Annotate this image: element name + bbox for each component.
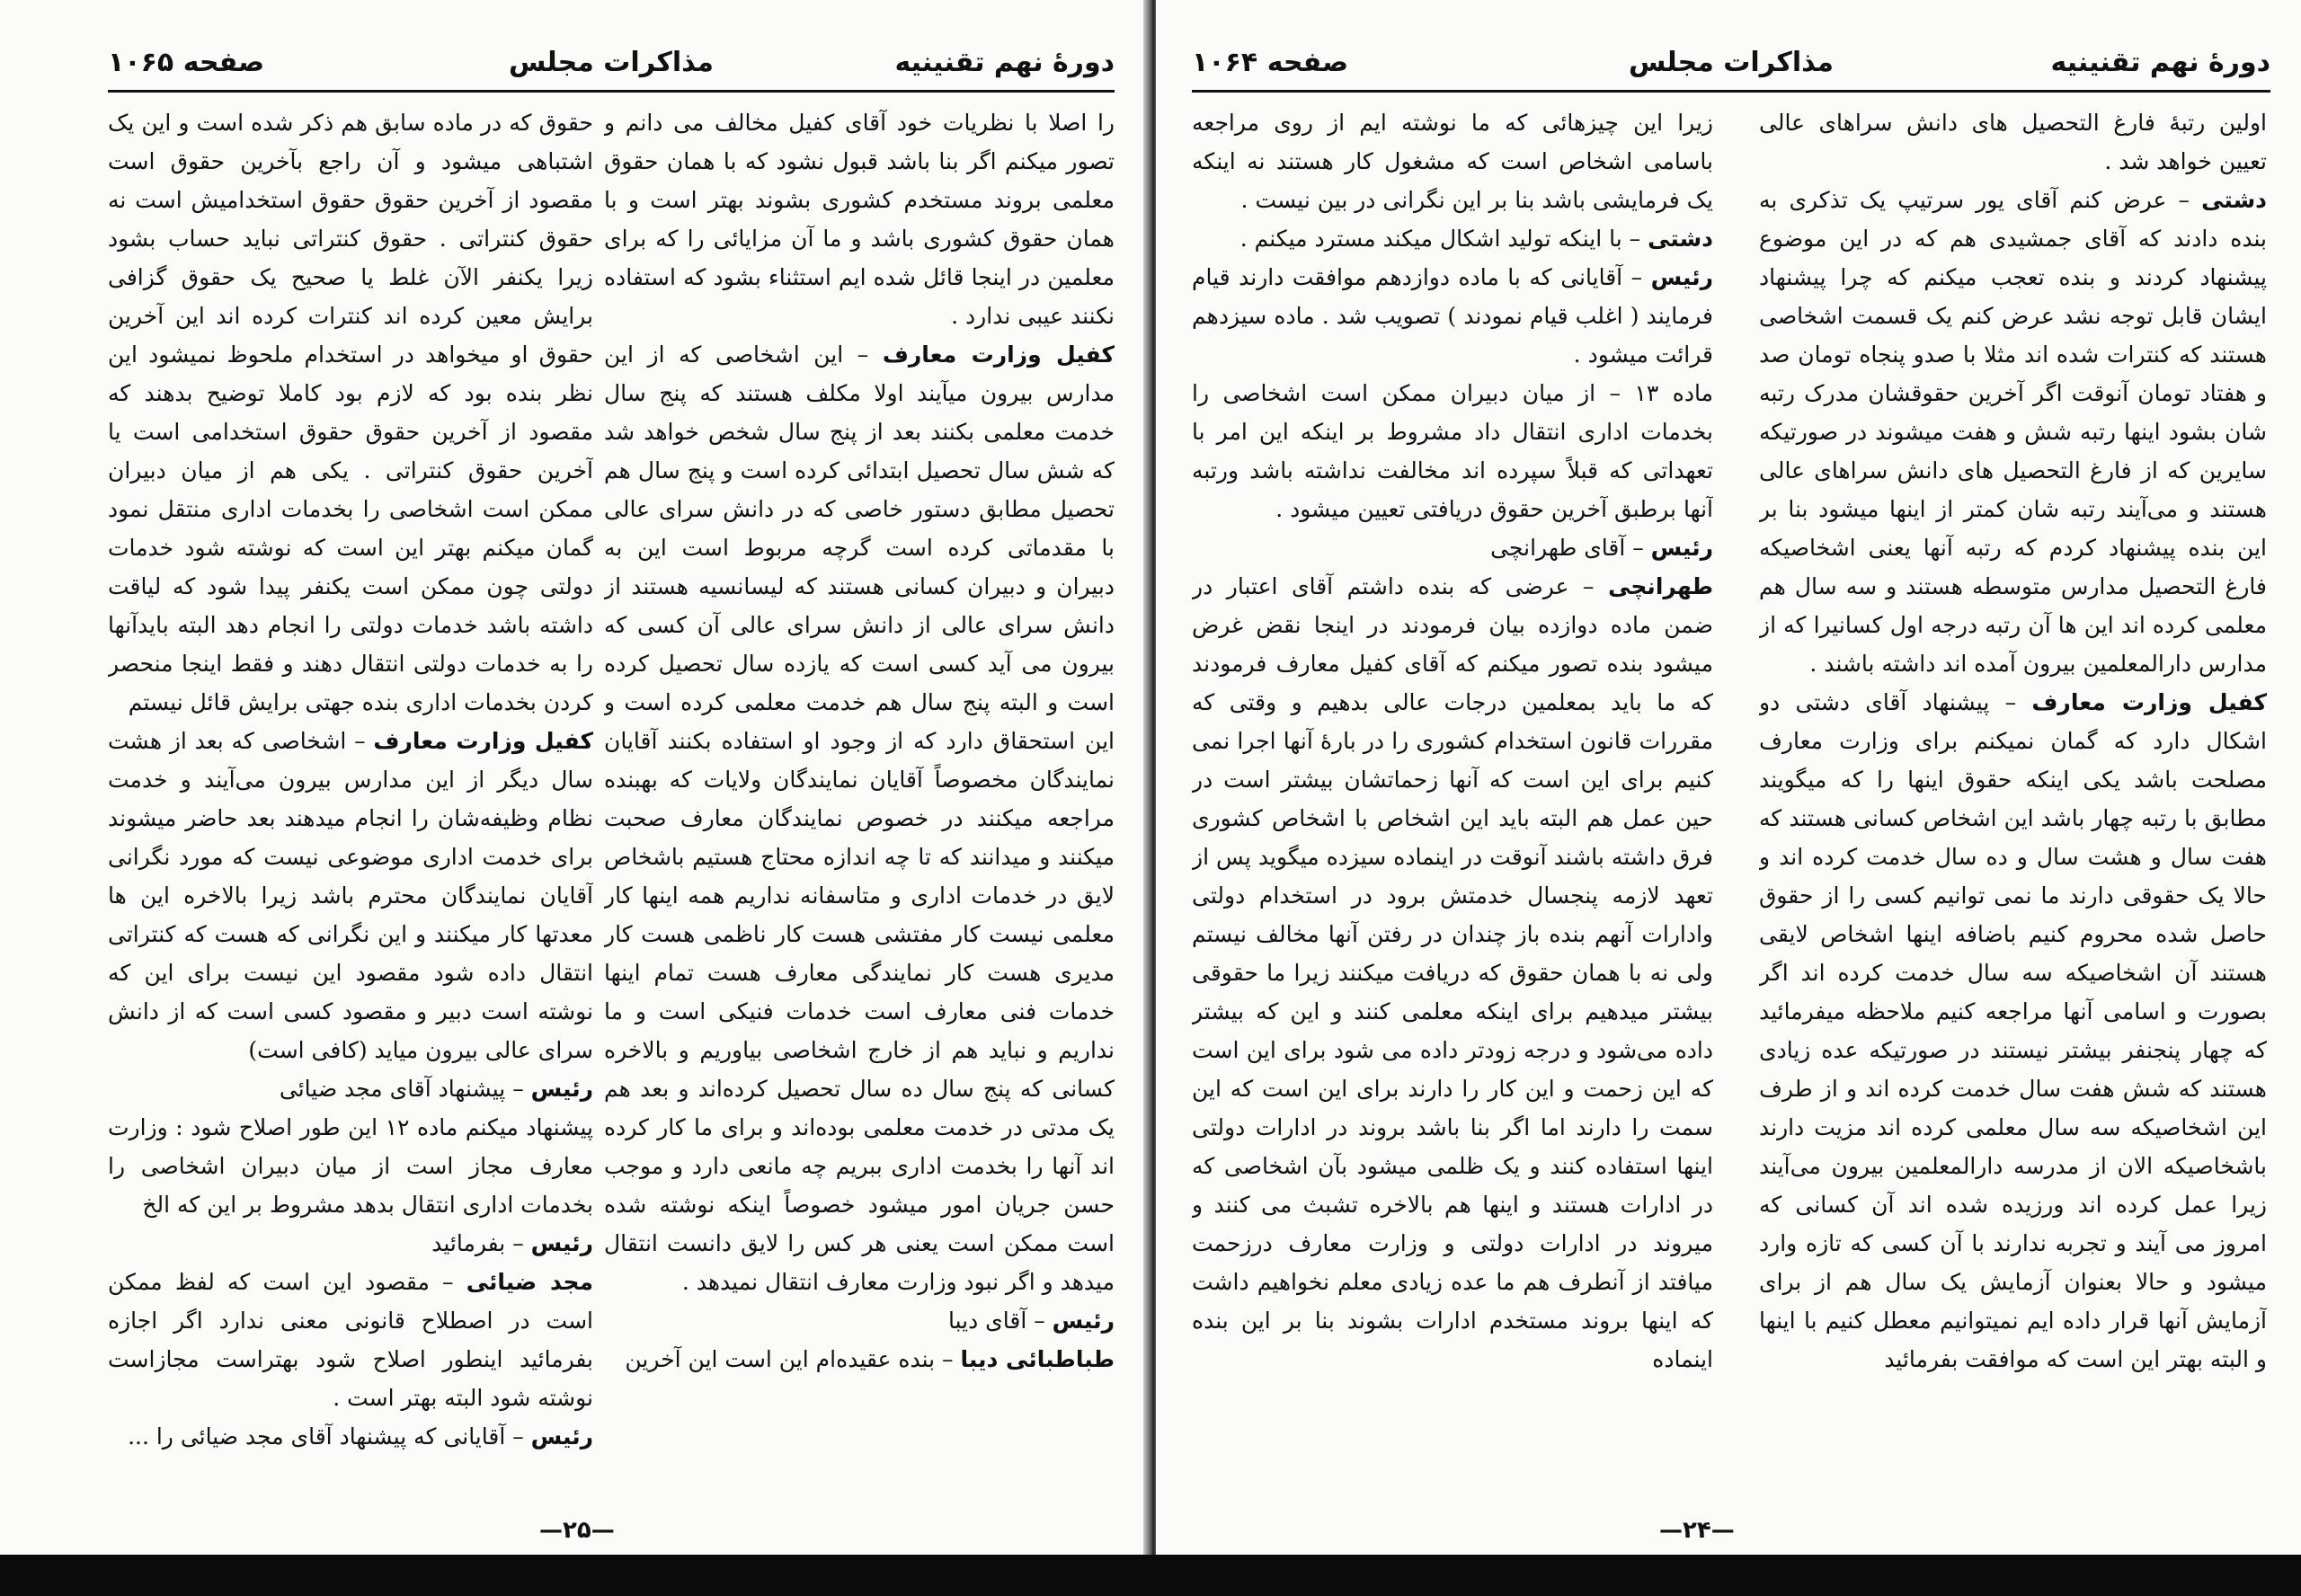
speaker-name: دشتی [2201, 187, 2267, 213]
right-page [1156, 0, 2301, 1555]
header-page-number: صفحه ۱۰۶۵ [108, 47, 265, 78]
left-page [0, 0, 1149, 1555]
text-column-right [604, 103, 1115, 1523]
paragraph-text: – بنده عقیده‌ام این است این آخرین [625, 1346, 961, 1372]
paragraph [108, 1069, 593, 1108]
paragraph [108, 1417, 593, 1456]
header-title: مذاکرات مجلس [1628, 47, 1835, 78]
text-column-left [108, 103, 593, 1523]
paragraph [1192, 567, 1713, 1379]
paragraph-text: – آقایانی که با ماده دوازدهم موافقت دارند قیام فرمایند ( اغلب قیام نمودند ) تصویب شد . ماده سیزدهم قرائت میشود . [1192, 264, 1713, 368]
paragraph [108, 722, 593, 1069]
header-page-number: صفحه ۱۰۶۴ [1192, 47, 1349, 78]
page-folio: —۲۵— [539, 1517, 615, 1544]
page-header [1192, 47, 2270, 93]
text-column-right [1759, 103, 2267, 1523]
speaker-name: طهرانچی [1608, 573, 1713, 599]
paragraph-text: را اصلا با نظریات خود آقای کفیل مخالف می دانم و تصور میکنم اگر بنا باشد قبول نشود که با همان حقوق معلمی بروند مستخدم کشوری بشوند بهتر است و با همان حقوق کشوری باشد و ما آن مزایائی را که برای معلمین در اینجا قائل شده ایم استثناء بشود که استفاده نکنند عیبی ندارد . [604, 110, 1115, 329]
paragraph-text: حقوق که در ماده سابق هم ذکر شده است و این یک اشتباهی میشود و آن راجع بآخرین حقوق است مقصود از آخرین حقوق حقوق استخدامیش است نه حقوق کنتراتی . حقوق کنتراتی نباید حساب بشود زیرا یکنفر الآن غلط یا صحیح یک حقوق گزافی برایش معین کرده اند کنترات کرده اند این آخرین حقوق او میخواهد در استخدام ملحوظ نمیشود این نظر بنده بود که لازم بود کاملا توضیح بدهند که مقصود از آخرین حقوق حقوق استخدامی است یا آخرین حقوق کنتراتی . یکی هم از میان دبیران ممکن است اشخاصی را بخدمات اداری منتقل نمود گمان میکنم بهتر این است که نوشته شود خدمات دولتی چون ممکن است یکنفر پیدا شود که لیاقت داشته باشد خدمات دولتی را انجام دهد البته بایدآنها را به خدمات دولتی انتقال دهند و فقط اینجا منحصر کردن بخدمات اداری بنده جهتی برایش قائل نیستم [108, 110, 593, 715]
paragraph-text: – آقایانی که پیشنهاد آقای مجد ضیائی را ... [128, 1423, 531, 1450]
paragraph [108, 1224, 593, 1263]
header-title: مذاکرات مجلس [508, 47, 715, 78]
header-volume: دورهٔ نهم تقنینیه [894, 47, 1115, 78]
header-volume: دورهٔ نهم تقنینیه [2050, 47, 2270, 78]
paragraph-text: – این اشخاصی که از این مدارس بیرون میآیند اولا مکلف هستند که پنج سال خدمت معلمی بکنند بعد از پنج سال شخص خواهد شد که شش سال تحصیل ابتدائی کرده است و پنج سال هم تحصیل مطابق دستور خاصی که در دانش سرای عالی با مقدماتی کرده است گرچه مربوط است این به دبیران و دبیران کسانی هستند که لیسانسیه هستند از دانش سرای عالی از دانش سرای عالی آن کسی که بیرون می آید کسی است که یازده سال تحصیل کرده است و البته پنج سال هم خدمت معلمی کرده است و این استحقاق دارد که از وجود او استفاده بکنند آقایان نمایندگان مخصوصاً آقایان نمایندگان ولایات که بهبنده مراجعه میکنند در خصوص نمایندگان معارف صحبت میکنند و میدانند که تا چه اندازه محتاج هستیم باشخاص لایق در خدمات اداری و متاسفانه نداریم همه اینها کار معلمی نیست کار مفتشی هست کار ناظمی هست کار مدیری هست کار نمایندگی معارف هست تمام اینها خدمات فنی معارف است خدمات فنیکی است و ما نداریم و نباید هم از خارج اشخاصی بیاوریم و بالاخره کسانی که پنج سال ده سال تحصیل کرده‌اند و بعد هم یک مدتی در خدمت معلمی بوده‌اند و برای ما کار کرده اند آنها را بخدمت اداری ببریم چه مانعی دارد و موجب حسن جریان امور میشود خصوصاً اینکه نوشته شده است ممکن است یعنی هر کس را لایق دانست انتقال میدهد و اگر نبود وزارت معارف انتقال نمیدهد . [604, 341, 1115, 1295]
speaker-name: کفیل وزارت معارف [882, 341, 1115, 368]
paragraph-text: – آقای دیبا [947, 1308, 1053, 1334]
paragraph [604, 103, 1115, 335]
paragraph [604, 335, 1115, 1301]
text-column-left [1192, 103, 1713, 1523]
paragraph-text: ماده ۱۳ – از میان دبیران ممکن است اشخاصی را بخدمات اداری انتقال داد مشروط بر اینکه این امر با تعهداتی که قبلاً سپرده اند مخالفت نداشته باشد ورتبه آنها برطبق آخرین حقوق دریافتی تعیین میشود . [1192, 380, 1713, 522]
paragraph-text: اولین رتبهٔ فارغ التحصیل های دانش سراهای عالی تعیین خواهد شد . [1759, 110, 2267, 174]
paragraph-text: – عرضی که بنده داشتم آقای اعتبار در ضمن ماده دوازده بیان فرمودند در اینجا نقض غرض میشود بنده تصور میکنم که آقای کفیل معارف فرمودند که ما باید بمعلمین درجات عالی بدهیم و وقتی که مقررات قانون استخدام کشوری را در بارهٔ آنها اجرا نمی کنیم برای این است که آنها زحماتشان بیشتر است در حین عمل هم البته باید این اشخاص با اشخاص کشوری فرق داشته باشند آنوقت در اینماده سیزده میگوید پس از تعهد لازمه پنجسال خدمتش برود در استخدام دولتی وادارات آنهم بنده باز چندان در رفتن آنها مخالف نیستم ولی نه با همان حقوق که دریافت میکنند زیرا ما حقوقی بیشتر میدهیم برای اینکه معلمی کنند و این که بیشتر داده می‌شود و درجه زودتر داده می شود برای این است که این زحمت و این کار را دارند برای این است که این سمت را دارند اما اگر بنا باشد بروند در ادارات دولتی اینها استفاده کنند و یک ظلمی میشود بآن اشخاصی که در ادارات هستند و اینها هم بالاخره تشبث می کنند و میروند در ادارات دولتی و وزارت معارف درزحمت میافتد از آنطرف هم ما عده زیادی معلم نخواهیم داشت که اینها بروند مستخدم ادارات بشوند بنا بر این بنده اینماده [1192, 573, 1713, 1372]
speaker-name: رئیس [1650, 264, 1713, 290]
speaker-name: رئیس [530, 1076, 593, 1102]
speaker-name: کفیل وزارت معارف [373, 728, 593, 754]
paragraph-text: پیشنهاد میکنم ماده ۱۲ این طور اصلاح شود : وزارت معارف مجاز است از میان دبیران اشخاصی را بخدمات اداری انتقال بدهد مشروط بر این که الخ [108, 1114, 593, 1218]
paragraph [1192, 258, 1713, 374]
paragraph [604, 1340, 1115, 1379]
paragraph-text: – مقصود این است که لفظ ممکن است در اصطلاح قانونی معنی ندارد اگر اجازه بفرمائید اینطور اصلاح شود بهتراست مجازاست نوشته شود البته بهتر است . [108, 1269, 593, 1411]
header-rule [108, 90, 1115, 93]
header-rule [1192, 90, 2270, 93]
speaker-name: مجد ضیائی [466, 1269, 593, 1295]
page-folio: —۲۴— [1659, 1517, 1735, 1544]
paragraph [1759, 683, 2267, 1379]
paragraph-text: – اشخاصی که بعد از هشت سال دیگر از این مدارس بیرون می‌آیند و خدمت نظام وظیفه‌شان را انجام میدهند بعد حاضر میشوند برای خدمت اداری موضوعی نیست که مورد نگرانی آقایان نمایندگان محترم باشد زیرا بالاخره این ها معدتها کار میکنند و این نگرانی که هست که کنتراتی انتقال داده شود مقصود این نیست برای این که نوشته است دبیر و مقصود کسی است که از دانش سرای عالی بیرون میاید (کافی است) [108, 728, 593, 1063]
paragraph [1192, 219, 1713, 258]
paragraph-text: – عرض کنم آقای یور سرتیپ یک تذکری به بنده دادند که آقای جمشیدی هم که در این موضوع پیشنهاد کردند و بنده تعجب میکنم که چرا پیشنهاد ایشان قابل توجه نشد عرض کنم یک قسمت اشخاصی هستند که کنترات شده اند مثلا با صدو پنجاه تومان صد و هفتاد تومان آنوقت اگر آخرین حقوقشان مدرک رتبه شان بشود اینها رتبه شش و هفت میشوند در صورتیکه سایرین که از فارغ التحصیل های دانش سراهای عالی هستند و می‌آیند رتبه شان کمتر از اینها میشود بنا بر این بنده پیشنهاد کردم که رتبه آنها یعنی اشخاصیکه فارغ التحصیل مدارس متوسطه هستند و سه سال هم معلمی کرده اند این ها آن رتبه درجه اول کسانیرا که از مدارس دارالمعلمین بیرون آمده اند داشته باشند . [1759, 187, 2267, 677]
paragraph [1759, 103, 2267, 181]
paragraph-text: – پیشنهاد آقای دشتی دو اشکال دارد که گمان نمیکنم برای وزارت معارف مصلحت باشد یکی اینکه حقوق اینها را که میگویند مطابق با رتبه چهار باشد این اشخاص کسانی هستند که هفت سال و هشت سال و ده سال خدمت کرده اند و حالا یک حقوقی دارند ما نمی توانیم کسی را از حقوق حاصل شده محروم کنیم باضافه اینها اشخاص لایقی هستند آن اشخاصیکه سه سال خدمت کرده اند اگر بصورت و اسامی آنها مراجعه کنیم ملاحظه میفرمائید که چهار پنجنفر بیشتر نیستند در صورتیکه عده زیادی هستند که شش هفت سال خدمت کرده اند و از طرف این اشخاصیکه سه سال معلمی کرده اند مزیت دارند باشخاصیکه الان از مدرسه دارالمعلمین بیرون می‌آیند زیرا عمل کرده اند ورزیده شده اند آن کسانی که امروز می آیند و تجربه ندارند با آن کسی که تازه وارد میشود و حالا بعنوان آزمایش یک سال هم از برای آزمایش آنها قرار داده ایم نمیتوانیم معطل کنیم با اینها و البته بهتر این است که موافقت بفرمائید [1759, 689, 2267, 1372]
speaker-name: رئیس [530, 1230, 593, 1256]
paragraph-text: – بفرمائید [431, 1230, 531, 1256]
paragraph [1759, 181, 2267, 683]
scan-bottom-edge [0, 1555, 2301, 1596]
speaker-name: طباطبائی دیبا [960, 1346, 1115, 1372]
paragraph [108, 1263, 593, 1417]
speaker-name: کفیل وزارت معارف [2031, 689, 2267, 715]
speaker-name: رئیس [1650, 535, 1713, 561]
paragraph [1192, 528, 1713, 567]
speaker-name: رئیس [1052, 1308, 1115, 1334]
paragraph-text: – پیشنهاد آقای مجد ضیائی [279, 1076, 531, 1102]
speaker-name: دشتی [1648, 226, 1713, 252]
speaker-name: رئیس [530, 1423, 593, 1450]
paragraph [1192, 103, 1713, 219]
paragraph-text: زیرا این چیزهائی که ما نوشته ایم از روی مراجعه باسامی اشخاص است که مشغول کار هستند نه اینکه یک فرمایشی باشد بنا بر این نگرانی در بین نیست . [1192, 110, 1713, 213]
paragraph [108, 103, 593, 722]
paragraph-text: – آقای طهرانچی [1490, 535, 1651, 561]
paragraph [1192, 374, 1713, 528]
page-header [108, 47, 1115, 93]
paragraph [108, 1108, 593, 1224]
paragraph [604, 1301, 1115, 1340]
paragraph-text: – با اینکه تولید اشکال میکند مسترد میکنم . [1239, 226, 1648, 252]
